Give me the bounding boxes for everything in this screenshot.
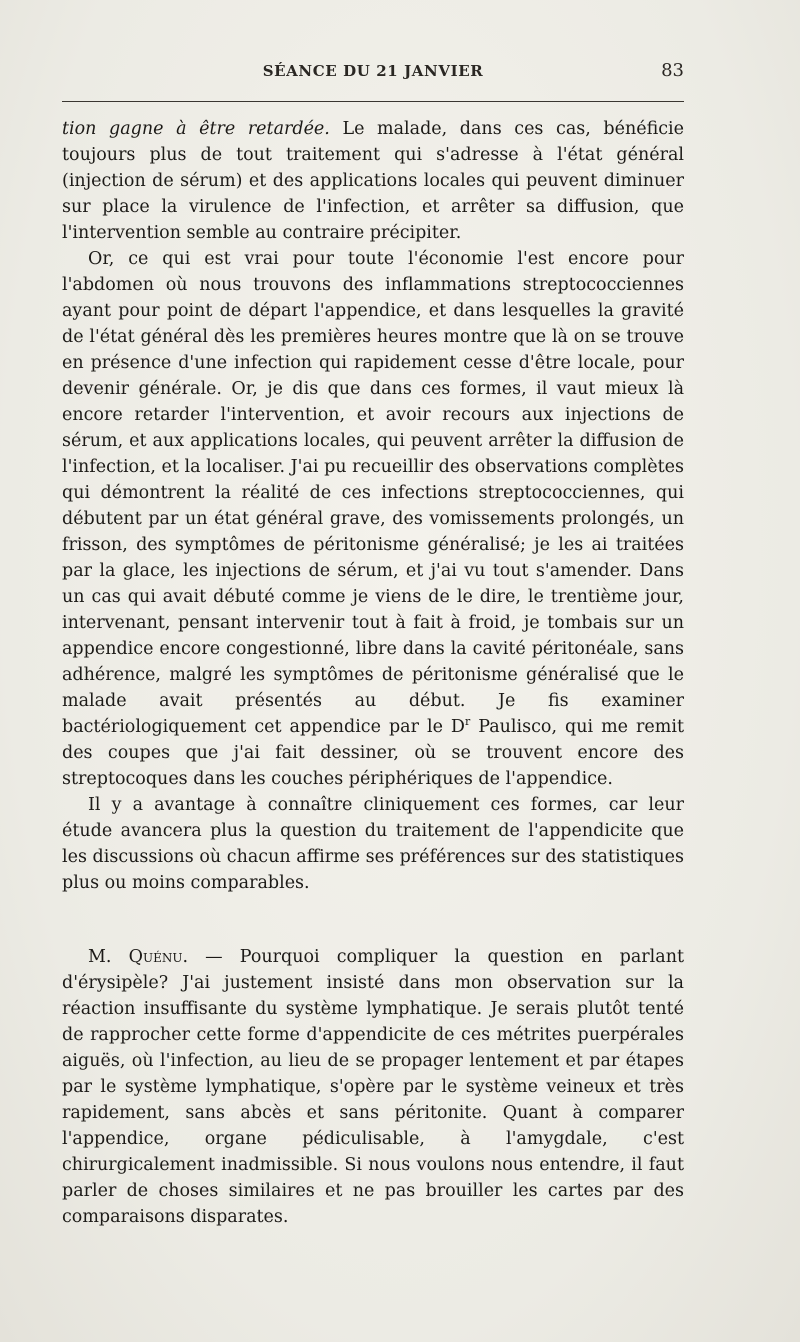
paragraph-1-text: Le malade, dans ces cas, bénéficie toujours plus de tout traitement qui s'adresse à l'état général (injection de sérum) et des applications locales qui peuvent diminuer sur place la virulence de l'infection, et arrêter sa diffusion, que l'intervention semble au contraire précipiter. (62, 119, 684, 243)
header-rule (62, 101, 684, 102)
running-title: SÉANCE DU 21 JANVIER (262, 62, 484, 80)
paragraph-1-italic: tion gagne à être retardée. (62, 119, 330, 139)
paragraph-4-text: — Pourquoi compliquer la question en parlant d'érysipèle? J'ai justement insisté dans mon observation sur la réaction insuffisante du système lymphatique. Je serais plutôt tenté de rapprocher cette forme d'appendicite de ces métrites puerpérales aiguës, où l'infection, au lieu de se propager lentement et par étapes par le système lymphatique, s'opère par le système veineux et très rapidement, sans abcès et sans péritonite. Quant à comparer l'appendice, organe pédiculisable, à l'amygdale, c'est chirurgicalement inadmissible. Si nous voulons nous entendre, il faut parler de choses similaires et ne pas brouiller les cartes par des comparaisons disparates. (62, 947, 684, 1227)
paragraph-1 (62, 116, 684, 246)
section-gap (62, 896, 684, 944)
speaker-name: M. Quénu. (88, 947, 189, 967)
page-header (62, 60, 684, 88)
page-number: 83 (661, 60, 684, 81)
paragraph-2-end: Paulisco, qui me remit des coupes que j'ai fait dessiner, où se trouvent encore des streptocoques dans les couches périphériques de l'appendice. (62, 717, 684, 789)
paragraph-3: Il y a avantage à connaître cliniquement ces formes, car leur étude avancera plus la question du traitement de l'appendicite que les discussions où chacun affirme ses préférences sur des statistiques plus ou moins comparables. (62, 795, 684, 893)
paragraph-2-text: Or, ce qui est vrai pour toute l'économie l'est encore pour l'abdomen où nous trouvons des inflammations streptococciennes ayant pour point de départ l'appendice, et dans lesquelles la gravité de l'état général dès les premières heures montre que là on se trouve en présence d'une infection qui rapidement cesse d'être locale, pour devenir générale. Or, je dis que dans ces formes, il vaut mieux là encore retarder l'intervention, et avoir recours aux injections de sérum, et aux applications locales, qui peuvent arrêter la diffusion de l'infection, et la localiser. J'ai pu recueillir des observations complètes qui démontrent la réalité de ces infections streptococciennes, qui débutent par un état général grave, des vomissements prolongés, un frisson, des symptômes de péritonisme généralisé; je les ai traitées par la glace, les injections de sérum, et j'ai vu tout s'amender. Dans un cas qui avait débuté comme je viens de le dire, le trentième jour, intervenant, pensant intervenir tout à fait à froid, je tombais sur un appendice encore congestionné, libre dans la cavité péritonéale, sans adhérence, malgré les symptômes de péritonisme généralisé que le malade avait présentés au début. Je fis examiner bactériologiquement cet appendice par le D (62, 249, 684, 737)
paragraph-2 (62, 246, 684, 792)
doctor-superscript: r (464, 715, 471, 729)
page-body (62, 116, 684, 1230)
paragraph-4 (62, 944, 684, 1230)
